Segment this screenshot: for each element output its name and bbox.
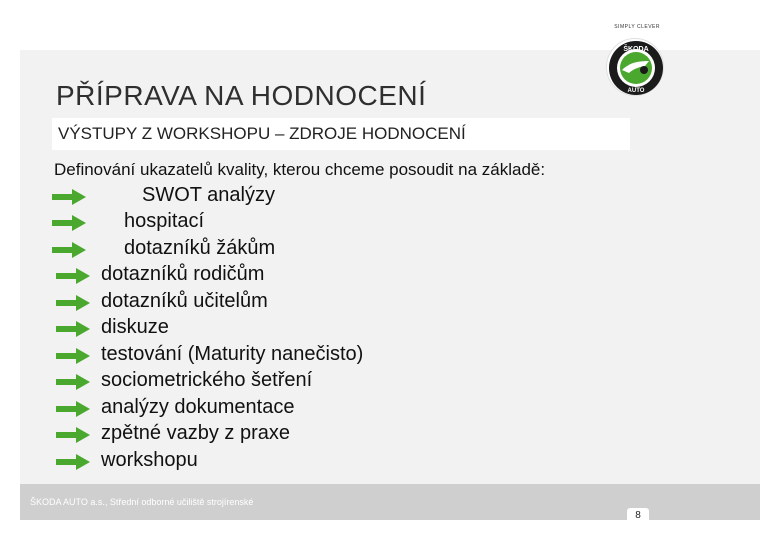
list-item-label: dotazníků rodičům xyxy=(101,263,265,285)
slide-subtitle: VÝSTUPY Z WORKSHOPU – ZDROJE HODNOCENÍ xyxy=(58,124,466,143)
arrow-right-icon xyxy=(56,321,90,337)
skoda-logo-icon xyxy=(607,39,665,97)
arrow-right-icon xyxy=(56,454,90,470)
arrow-right-icon xyxy=(56,348,90,364)
intro-text: Definování ukazatelů kvality, kterou chceme posoudit na základě: xyxy=(54,160,546,179)
footer-text: ŠKODA AUTO a.s., Střední odborné učiliště strojírenské xyxy=(30,497,254,507)
list-item-label: testování (Maturity nanečisto) xyxy=(101,343,364,365)
arrow-right-icon xyxy=(52,215,86,231)
list-item-label: sociometrického šetření xyxy=(101,369,313,391)
list-item-label: diskuze xyxy=(101,316,169,338)
list-item-label: workshopu xyxy=(101,449,198,471)
arrow-right-icon xyxy=(56,268,90,284)
page-number: 8 xyxy=(627,508,649,524)
arrow-right-icon xyxy=(56,374,90,390)
list-item-label: hospitací xyxy=(124,210,205,232)
slide-title: PŘÍPRAVA NA HODNOCENÍ xyxy=(56,80,427,111)
logo-top-text: ŠKODA xyxy=(623,46,649,53)
list-item-label: analýzy dokumentace xyxy=(101,396,295,418)
arrow-right-icon xyxy=(56,427,90,443)
arrow-right-icon xyxy=(56,401,90,417)
arrow-right-icon xyxy=(52,242,86,258)
list-item-label: SWOT analýzy xyxy=(142,184,275,206)
arrow-right-icon xyxy=(52,189,86,205)
arrow-right-icon xyxy=(56,295,90,311)
list-item-label: dotazníků žákům xyxy=(124,237,276,259)
tagline: SIMPLY CLEVER xyxy=(614,24,660,30)
logo-bottom-text: AUTO xyxy=(627,88,645,94)
list-item-label: zpětné vazby z praxe xyxy=(101,422,290,444)
skoda-logo xyxy=(606,38,664,96)
list-item-label: dotazníků učitelům xyxy=(101,290,268,312)
